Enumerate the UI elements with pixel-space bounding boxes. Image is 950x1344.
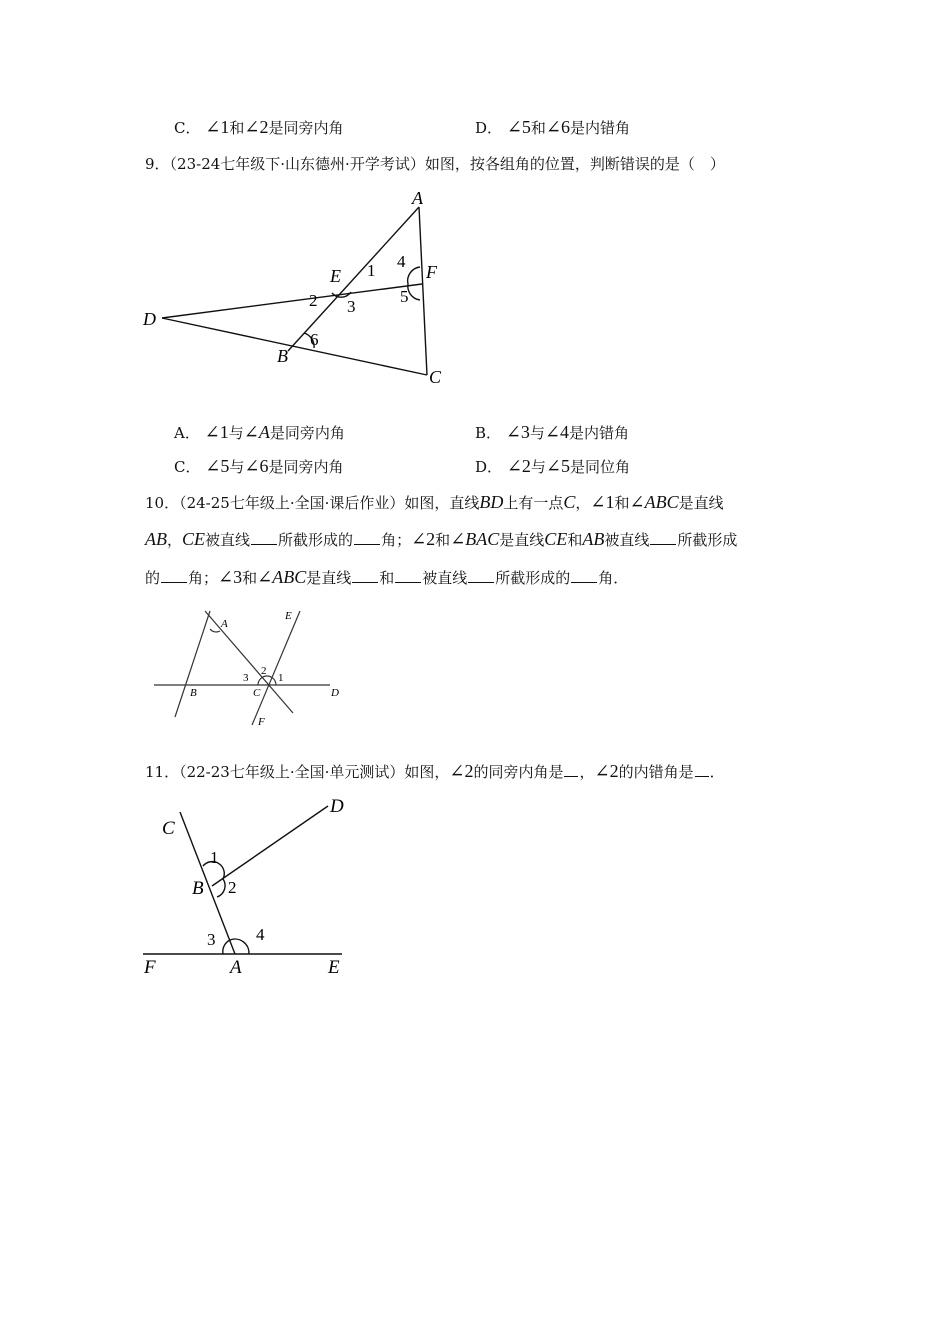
angle-5: 5 bbox=[400, 287, 409, 306]
angle-2: 2 bbox=[228, 878, 237, 897]
line-ab bbox=[288, 207, 419, 351]
label-a: A bbox=[221, 618, 228, 630]
angle-3: 3 bbox=[207, 930, 216, 949]
angle-4: 4 bbox=[397, 252, 406, 271]
q8-option-c: C． ∠1和∠2是同旁内角 bbox=[174, 117, 344, 137]
arc-a-left bbox=[223, 940, 230, 954]
line-ac bbox=[419, 207, 427, 375]
answer-blank[interactable] bbox=[251, 530, 277, 545]
q11-stem: 11．（22-23七年级上·全国·单元测试）如图，∠2的同旁内角是 ，∠2的内错角是 ． bbox=[145, 761, 725, 781]
label-c: C bbox=[253, 687, 261, 699]
q8-option-d: D． ∠5和∠6是内错角 bbox=[475, 117, 631, 137]
line-ab bbox=[175, 611, 210, 717]
angle-2: 2 bbox=[309, 291, 318, 310]
q11-figure bbox=[140, 790, 360, 980]
label-c: C bbox=[162, 818, 175, 839]
label-b: B bbox=[192, 878, 204, 899]
line-dc bbox=[162, 318, 427, 375]
q9-option-a: A． ∠1与∠A是同旁内角 bbox=[174, 422, 345, 442]
label-d: D bbox=[331, 687, 339, 699]
q9-option-c: C． ∠5与∠6是同旁内角 bbox=[174, 456, 344, 476]
label-e: E bbox=[330, 266, 341, 286]
q10-figure bbox=[150, 605, 350, 730]
angle-1: 1 bbox=[278, 672, 284, 684]
answer-blank[interactable] bbox=[695, 762, 709, 777]
answer-blank[interactable] bbox=[161, 568, 187, 583]
label-c: C bbox=[429, 367, 442, 387]
q9-figure bbox=[140, 180, 460, 390]
arc-a bbox=[210, 629, 220, 632]
angle-6: 6 bbox=[310, 330, 319, 349]
line-df bbox=[162, 284, 422, 318]
line-bd bbox=[212, 806, 328, 886]
label-e: E bbox=[285, 610, 292, 622]
q10-line-3: 的 角；∠3和∠ABC是直线 和 被直线 所截形成的 角． bbox=[145, 567, 629, 587]
angle-4: 4 bbox=[256, 925, 265, 944]
angle-1: 1 bbox=[210, 848, 219, 867]
label-d: D bbox=[143, 309, 156, 329]
answer-blank[interactable] bbox=[395, 568, 421, 583]
label-a: A bbox=[230, 957, 242, 978]
label-a: A bbox=[412, 188, 423, 208]
answer-blank[interactable] bbox=[468, 568, 494, 583]
line-ac bbox=[205, 611, 293, 713]
line-ef bbox=[252, 611, 300, 725]
angle-3: 3 bbox=[347, 297, 356, 316]
angle-2: 2 bbox=[261, 665, 267, 677]
answer-blank[interactable] bbox=[354, 530, 380, 545]
q9-stem: 9．（23-24七年级下·山东德州·开学考试）如图，按各组角的位置，判断错误的是（ ） bbox=[145, 155, 725, 173]
q10-line-1: 10．（24-25七年级上·全国·课后作业）如图，直线BD上有一点C，∠1和∠ABC是直线 bbox=[145, 492, 724, 512]
answer-blank[interactable] bbox=[352, 568, 378, 583]
label-e: E bbox=[328, 957, 340, 978]
label-f: F bbox=[426, 262, 437, 282]
q9-option-d: D． ∠2与∠5是同位角 bbox=[475, 456, 631, 476]
answer-blank[interactable] bbox=[650, 530, 676, 545]
label-b: B bbox=[277, 346, 288, 366]
label-f: F bbox=[144, 957, 156, 978]
q10-line-2: AB，CE被直线 所截形成的 角；∠2和∠BAC是直线CE和AB被直线 所截形成 bbox=[145, 529, 738, 549]
answer-blank[interactable] bbox=[571, 568, 597, 583]
arc-f bbox=[408, 267, 420, 300]
q9-option-b: B． ∠3与∠4是内错角 bbox=[475, 422, 630, 442]
label-b: B bbox=[190, 687, 197, 699]
label-d: D bbox=[330, 796, 344, 817]
angle-3: 3 bbox=[243, 672, 249, 684]
label-f: F bbox=[258, 716, 265, 728]
answer-blank[interactable] bbox=[564, 762, 578, 777]
angle-1: 1 bbox=[367, 261, 376, 280]
